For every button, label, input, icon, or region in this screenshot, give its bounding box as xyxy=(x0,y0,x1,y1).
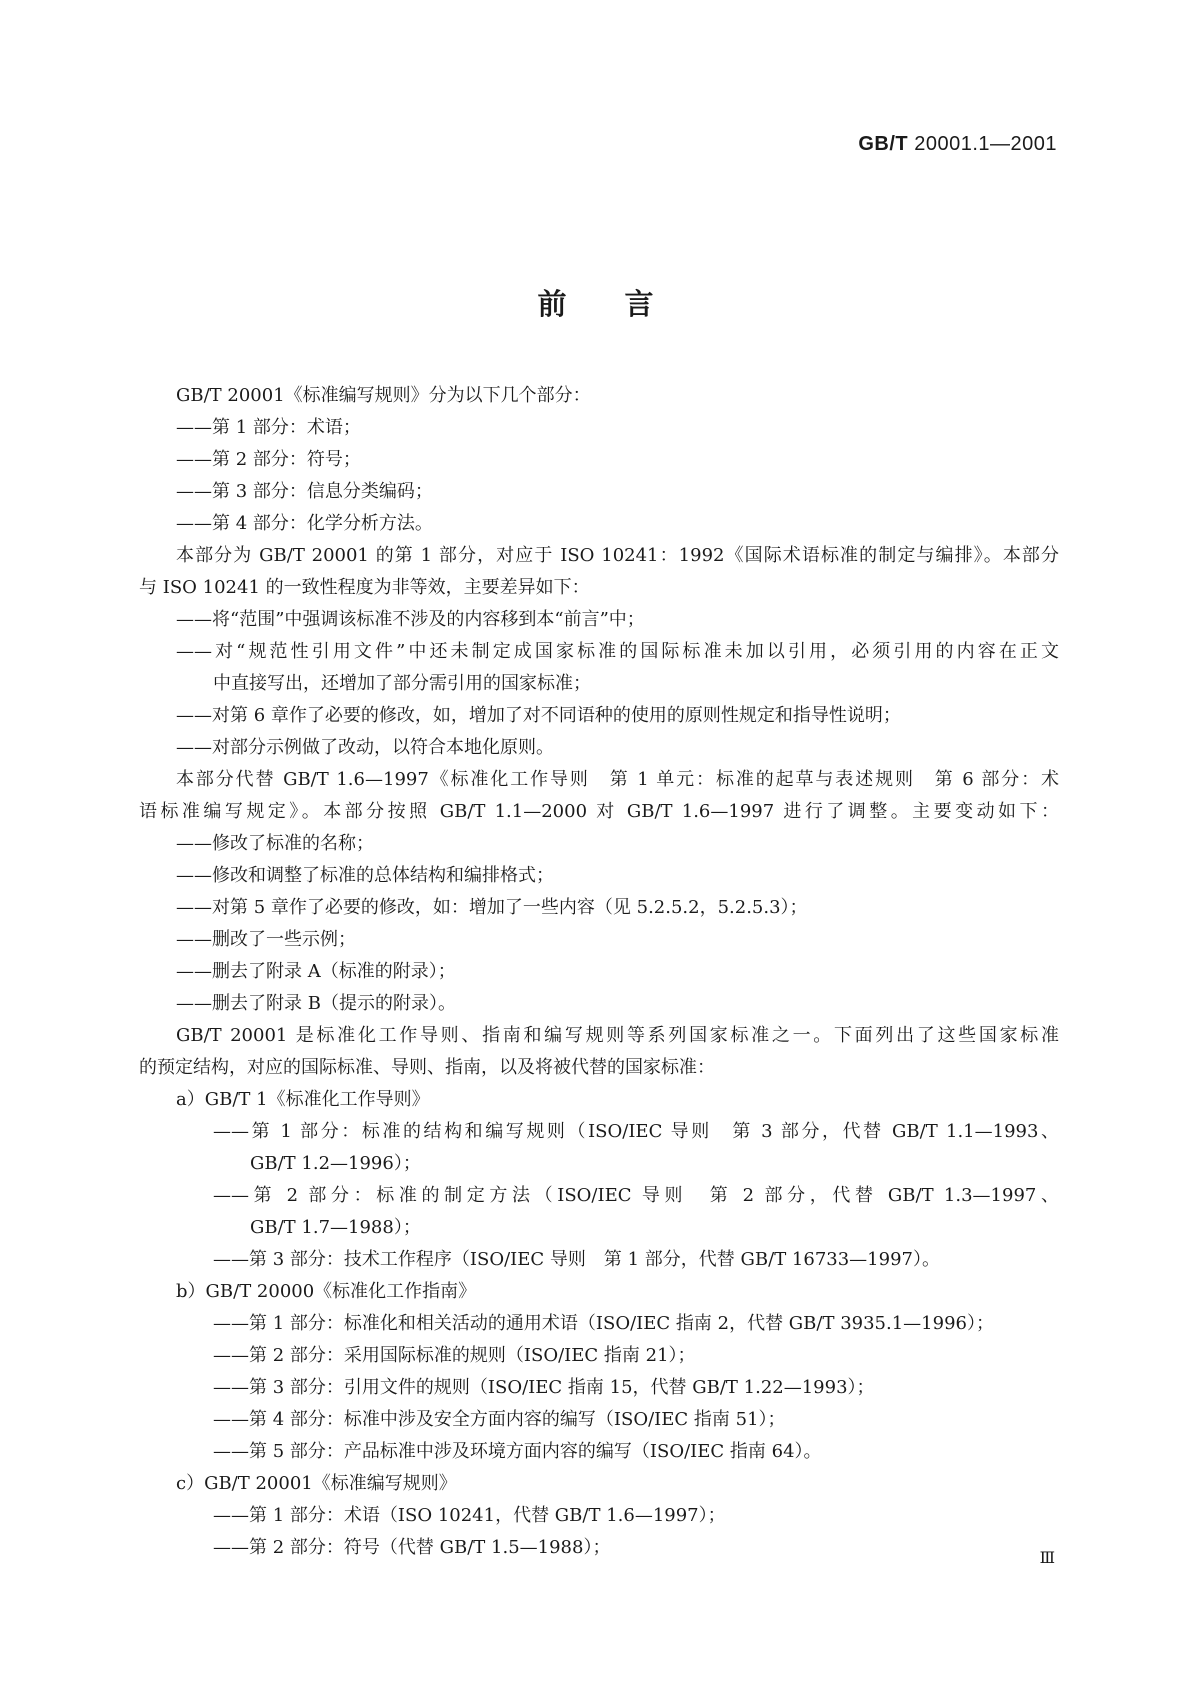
list-item: ——第 2 部分：符号（代替 GB/T 1.5—1988）； xyxy=(213,1537,611,1558)
page-number: Ⅲ xyxy=(1039,1548,1055,1567)
list-item: ——第 2 部分：标准的制定方法（ISO/IEC 导则 第 2 部分，代替 GB/T 1.3—1997、 xyxy=(213,1185,1059,1206)
list-heading-b: b）GB/T 20000《标准化工作指南》 xyxy=(176,1281,477,1302)
foreword-body xyxy=(139,380,1059,1564)
list-item: ——第 1 部分：标准化和相关活动的通用术语（ISO/IEC 指南 2，代替 GB/T 3935.1—1996）； xyxy=(213,1313,994,1334)
list-item: ——对部分示例做了改动，以符合本地化原则。 xyxy=(176,737,554,758)
list-item-continuation: 中直接写出，还增加了部分需引用的国家标准； xyxy=(213,673,591,694)
list-item: ——修改和调整了标准的总体结构和编排格式； xyxy=(176,865,554,886)
list-item: ——删去了附录 B（提示的附录）。 xyxy=(176,993,456,1014)
paragraph-line: 语标准编写规定》。本部分按照 GB/T 1.1—2000 对 GB/T 1.6—1997 进行了调整。主要变动如下： xyxy=(139,801,1059,822)
paragraph-line: GB/T 20001 是标准化工作导则、指南和编写规则等系列国家标准之一。下面列出了这些国家标准 xyxy=(176,1025,1059,1046)
list-item: ——第 3 部分：引用文件的规则（ISO/IEC 指南 15，代替 GB/T 1.22—1993）； xyxy=(213,1377,875,1398)
list-item: ——第 5 部分：产品标准中涉及环境方面内容的编写（ISO/IEC 指南 64）。 xyxy=(213,1441,822,1462)
standard-number-header xyxy=(858,133,1057,156)
paragraph-intro: GB/T 20001《标准编写规则》分为以下几个部分： xyxy=(176,385,591,406)
list-item: ——第 4 部分：化学分析方法。 xyxy=(176,513,433,534)
list-item: ——修改了标准的名称； xyxy=(176,833,374,854)
list-item: ——对“规范性引用文件”中还未制定成国家标准的国际标准未加以引用，必须引用的内容在正文 xyxy=(176,641,1059,662)
page-title: 前言 xyxy=(537,287,712,321)
list-item: ——对第 5 章作了必要的修改，如：增加了一些内容（见 5.2.5.2，5.2.5.3）； xyxy=(176,897,808,918)
list-item: ——第 1 部分：标准的结构和编写规则（ISO/IEC 导则 第 3 部分，代替 GB/T 1.1—1993、 xyxy=(213,1121,1059,1142)
list-item: ——将“范围”中强调该标准不涉及的内容移到本“前言”中； xyxy=(176,609,645,630)
list-item: ——第 2 部分：采用国际标准的规则（ISO/IEC 指南 21）； xyxy=(213,1345,696,1366)
list-item: ——第 2 部分：符号； xyxy=(176,449,361,470)
list-item: ——第 1 部分：术语（ISO 10241，代替 GB/T 1.6—1997）； xyxy=(213,1505,726,1526)
list-item: ——删去了附录 A（标准的附录）； xyxy=(176,961,456,982)
standard-prefix: GB/T xyxy=(858,133,909,155)
paragraph-line: 的预定结构，对应的国际标准、导则、指南，以及将被代替的国家标准： xyxy=(139,1057,715,1078)
list-item: ——第 1 部分：术语； xyxy=(176,417,361,438)
list-item: ——第 3 部分：信息分类编码； xyxy=(176,481,433,502)
list-item: ——第 3 部分：技术工作程序（ISO/IEC 导则 第 1 部分，代替 GB/T 16733—1997）。 xyxy=(213,1249,940,1270)
paragraph-line: 本部分代替 GB/T 1.6—1997《标准化工作导则 第 1 单元：标准的起草与表述规则 第 6 部分：术 xyxy=(176,769,1059,790)
list-item: ——删改了一些示例； xyxy=(176,929,356,950)
list-heading-a: a）GB/T 1《标准化工作导则》 xyxy=(176,1089,430,1110)
list-item: ——对第 6 章作了必要的修改，如，增加了对不同语种的使用的原则性规定和指导性说明； xyxy=(176,705,901,726)
list-item-continuation: GB/T 1.7—1988）； xyxy=(250,1217,421,1238)
list-heading-c: c）GB/T 20001《标准编写规则》 xyxy=(176,1473,457,1494)
paragraph-line: 与 ISO 10241 的一致性程度为非等效，主要差异如下： xyxy=(139,577,590,598)
paragraph-line: 本部分为 GB/T 20001 的第 1 部分，对应于 ISO 10241：1992《国际术语标准的制定与编排》。本部分 xyxy=(176,545,1059,566)
list-item-continuation: GB/T 1.2—1996）； xyxy=(250,1153,421,1174)
list-item: ——第 4 部分：标准中涉及安全方面内容的编写（ISO/IEC 指南 51）； xyxy=(213,1409,786,1430)
standard-code: 20001.1—2001 xyxy=(914,133,1057,155)
